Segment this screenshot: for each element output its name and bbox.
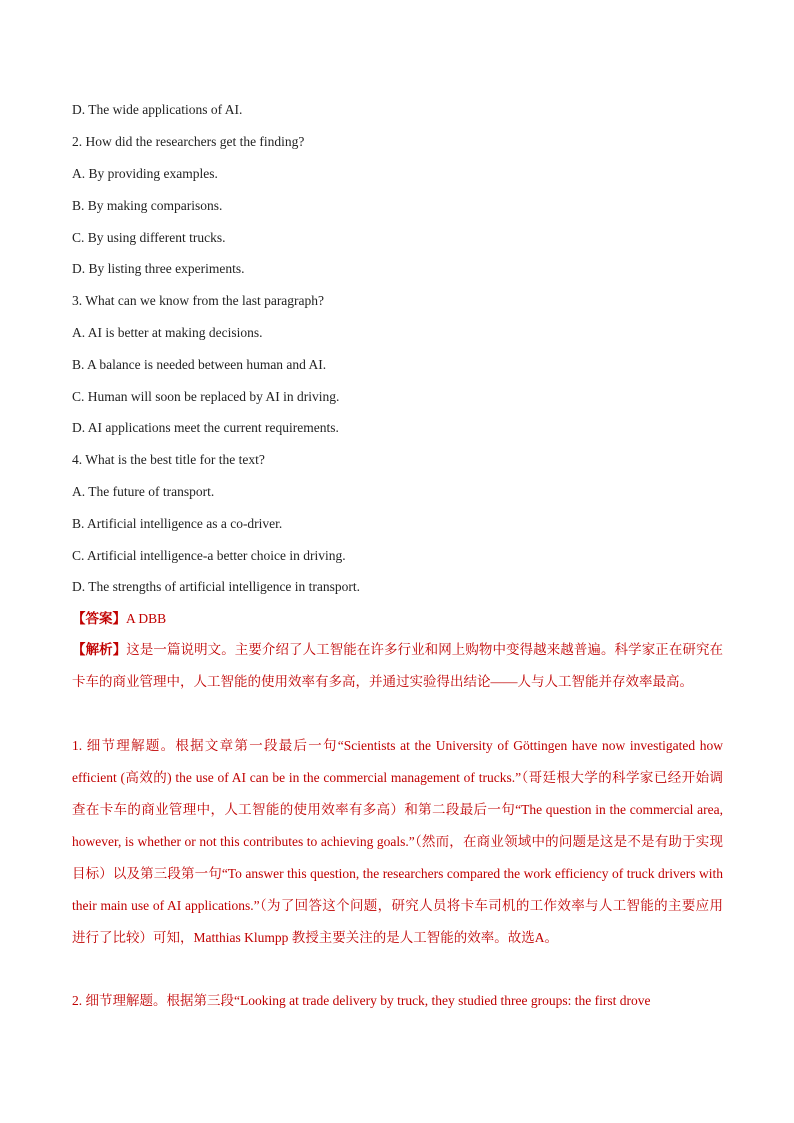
q3-option-d: D. AI applications meet the current requirements. — [72, 420, 339, 435]
answer-line — [72, 608, 166, 630]
q4-option-c: C. Artificial intelligence-a better choice in driving. — [72, 548, 346, 563]
q2-option-b: B. By making comparisons. — [72, 198, 223, 213]
q4-stem: 4. What is the best title for the text? — [72, 452, 265, 467]
answer-value: A DBB — [126, 611, 167, 626]
analysis-label: 【解析】 — [72, 642, 127, 657]
analysis-text: 这是一篇说明文。主要介绍了人工智能在许多行业和网上购物中变得越来越普遍。科学家正在研究在卡车的商业管理中，人工智能的使用效率有多高，并通过实验得出结论——人与人工智能并存效率最高。 — [72, 642, 724, 689]
explanation-2: 2. 细节理解题。根据第三段“Looking at trade delivery by truck, they studied three groups: the first drove — [72, 993, 651, 1008]
q4-option-b: B. Artificial intelligence as a co-driver. — [72, 516, 283, 531]
q4-option-a: A. The future of transport. — [72, 484, 215, 499]
q3-option-c: C. Human will soon be replaced by AI in driving. — [72, 389, 340, 404]
explanation-1: 1. 细节理解题。根据文章第一段最后一句“Scientists at the University of Göttingen have now investigated how efficient (高效的) the use of AI can be in the commercial management of trucks.”（哥廷根大学的科学家已经开始调查在卡车的商业管理中，人工智能的使用效率有多高）和第二段最后一句“The question in the commercial area, however, is whether or not this contributes to achieving goals.”（然而，在商业领域中的问题是这是不是有助于实现目标）以及第三段第一句“To answer this question, the researchers compared the work efficiency of truck drivers with their main use of AI applications.”（为了回答这个问题，研究人员将卡车司机的工作效率与人工智能的主要应用进行了比较）可知，Matthias Klumpp 教授主要关注的是人工智能的效率。故选A。 — [72, 738, 723, 945]
q3-stem: 3. What can we know from the last paragraph? — [72, 293, 325, 308]
analysis-paragraph — [72, 634, 723, 698]
q4-option-d: D. The strengths of artificial intelligence in transport. — [72, 579, 361, 594]
answer-label: 【答案】 — [72, 611, 126, 626]
q3-option-b: B. A balance is needed between human and AI. — [72, 357, 327, 372]
q1-option-d: D. The wide applications of AI. — [72, 102, 243, 117]
q2-option-d: D. By listing three experiments. — [72, 261, 245, 276]
q3-option-a: A. AI is better at making decisions. — [72, 325, 263, 340]
q2-option-c: C. By using different trucks. — [72, 230, 226, 245]
q2-option-a: A. By providing examples. — [72, 166, 218, 181]
q2-stem: 2. How did the researchers get the finding? — [72, 134, 305, 149]
